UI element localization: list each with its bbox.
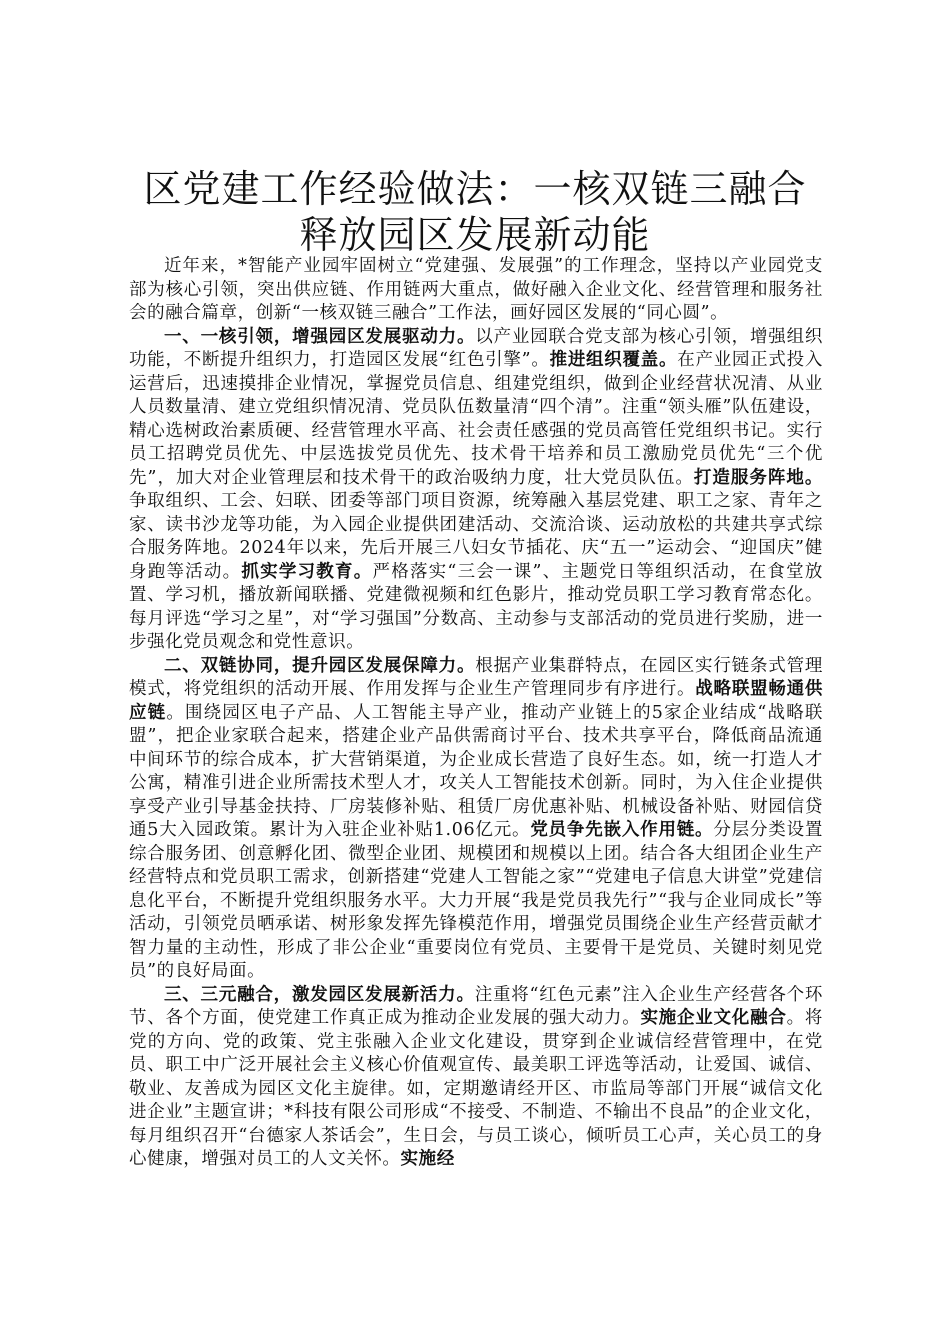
document-title: 区党建工作经验做法：一核双链三融合 释放园区发展新动能 (143, 167, 807, 257)
bold-heading-run: 推进组织覆盖。 (549, 350, 678, 370)
text-run: 严格落实“三会一课”、主题党日等组织活动，在食堂放置、学习机，播放新闻联播、党建微视频和红色影片，推动党员职工学习教育常态化。每月评选“学习之星”，对“学习强国”分数高、主动参与支部活动的党员进行奖励，进一步强化党员观念和党性意识。 (129, 561, 823, 652)
bold-heading-run: 实施企业文化融合 (640, 1008, 787, 1028)
bold-heading-run: 党员争先嵌入作用链。 (530, 820, 714, 840)
section-1-paragraph (129, 326, 823, 655)
text-run: 注重将“红色元素”注入企业生产经营各个环节、各个方面，使党建工作真正成为推动企业发展的强大动力。 (129, 984, 823, 1028)
text-run: 。围绕园区电子产品、人工智能主导产业，推动产业链上的5家企业结成“战略联盟”，把企业家联合起来，搭建企业产品供需商讨平台、技术共享平台，降低商品流通中间环节的综合成本，扩大营销渠道，为企业成长营造了良好生态。如，统一打造人才公寓，精准引进企业所需技术型人才，攻关人工智能技术创新。同时，为入住企业提供享受产业引导基金扶持、厂房装修补贴、租赁厂房优惠补贴、机械设备补贴、财园信贷通5大入园政策。累计为入驻企业补贴1.06亿元。 (129, 702, 823, 840)
bold-heading-run: 三、三元融合，激发园区发展新活力。 (164, 984, 475, 1005)
bold-heading-run: 抓实学习教育。 (241, 561, 373, 582)
text-run: 近年来，*智能产业园牢固树立“党建强、发展强”的工作理念，坚持以产业园党支部为核心引领，突出供应链、作用链两大重点，做好融入企业文化、经营管理和服务社会的融合篇章，创新“一核双链三融合”工作法，画好园区发展的“同心圆”。 (129, 256, 823, 323)
text-run: 根据产业集群特点，在园区实行链条式管理模式，将党组织的活动开展、作用发挥与企业生产管理同步有序进行。 (129, 655, 823, 699)
section-2-paragraph (129, 655, 823, 984)
section-3-paragraph (129, 984, 823, 1172)
bold-heading-run: 打造服务阵地。 (693, 467, 823, 488)
bold-heading-run: 二、双链协同，提升园区发展保障力。 (164, 655, 476, 676)
intro-paragraph (129, 255, 823, 326)
text-run: 分层分类设置综合服务团、创意孵化团、微型企业团、规模团和规模以上团。结合各大组团企业生产经营特点和党员职工需求，创新搭建“党建人工智能之家”“党建电子信息大讲堂”党建信息化平台，不断提升党组织服务水平。大力开展“我是党员我先行”“我与企业同成长”等活动，引领党员晒承诺、树形象发挥先锋模范作用，增强党员围绕企业生产经营贡献才智力量的主动性，形成了非公企业“重要岗位有党员、主要骨干是党员、关键时刻见党员”的良好局面。 (129, 820, 824, 981)
text-run: 。将党的方向、党的政策、党主张融入企业文化建设，贯穿到企业诚信经营管理中，在党员、职工中广泛开展社会主义核心价值观宣传、最美职工评选等活动，让爱国、诚信、敬业、友善成为园区文化主旋律。如，定期邀请经开区、市监局等部门开展“诚信文化进企业”主题宣讲；*科技有限公司形成“不接受、不制造、不输出不良品”的企业文化，每月组织召开“台德家人茶话会”，生日会，与员工谈心，倾听员工心声，关心员工的身心健康，增强对员工的人文关怀。 (129, 1008, 823, 1169)
bold-heading-run: 实施经 (400, 1149, 455, 1169)
text-run: 争取组织、工会、妇联、团委等部门项目资源，统筹融入基层党建、职工之家、青年之家、读书沙龙等功能，为入园企业提供团建活动、交流洽谈、运动放松的共建共享式综合服务阵地。2024年以来，先后开展三八妇女节插花、庆“五一”运动会、“迎国庆”健身跑等活动。 (129, 491, 823, 582)
text-run: 在产业园正式投入运营后，迅速摸排企业情况，掌握党员信息、组建党组织，做到企业经营状况清、从业人员数量清、建立党组织情况清、党员队伍数量清“四个清”。注重“领头雁”队伍建设，精心选树政治素质硬、经营管理水平高、社会责任感强的党员高管任党组织书记。实行员工招聘党员优先、中层选拔党员优先、技术骨干培养和员工激励党员优先“三个优先”，加大对企业管理层和技术骨干的政治吸纳力度，壮大党员队伍。 (129, 350, 823, 488)
text-run: 以产业园联合党支部为核心引领，增强组织功能，不断提升组织力，打造园区发展“红色引擎”。 (129, 326, 823, 370)
bold-heading-run: 战略联盟畅通供应链 (129, 679, 823, 723)
document-body (129, 255, 823, 1172)
bold-heading-run: 一、一核引领，增强园区发展驱动力。 (164, 326, 476, 347)
